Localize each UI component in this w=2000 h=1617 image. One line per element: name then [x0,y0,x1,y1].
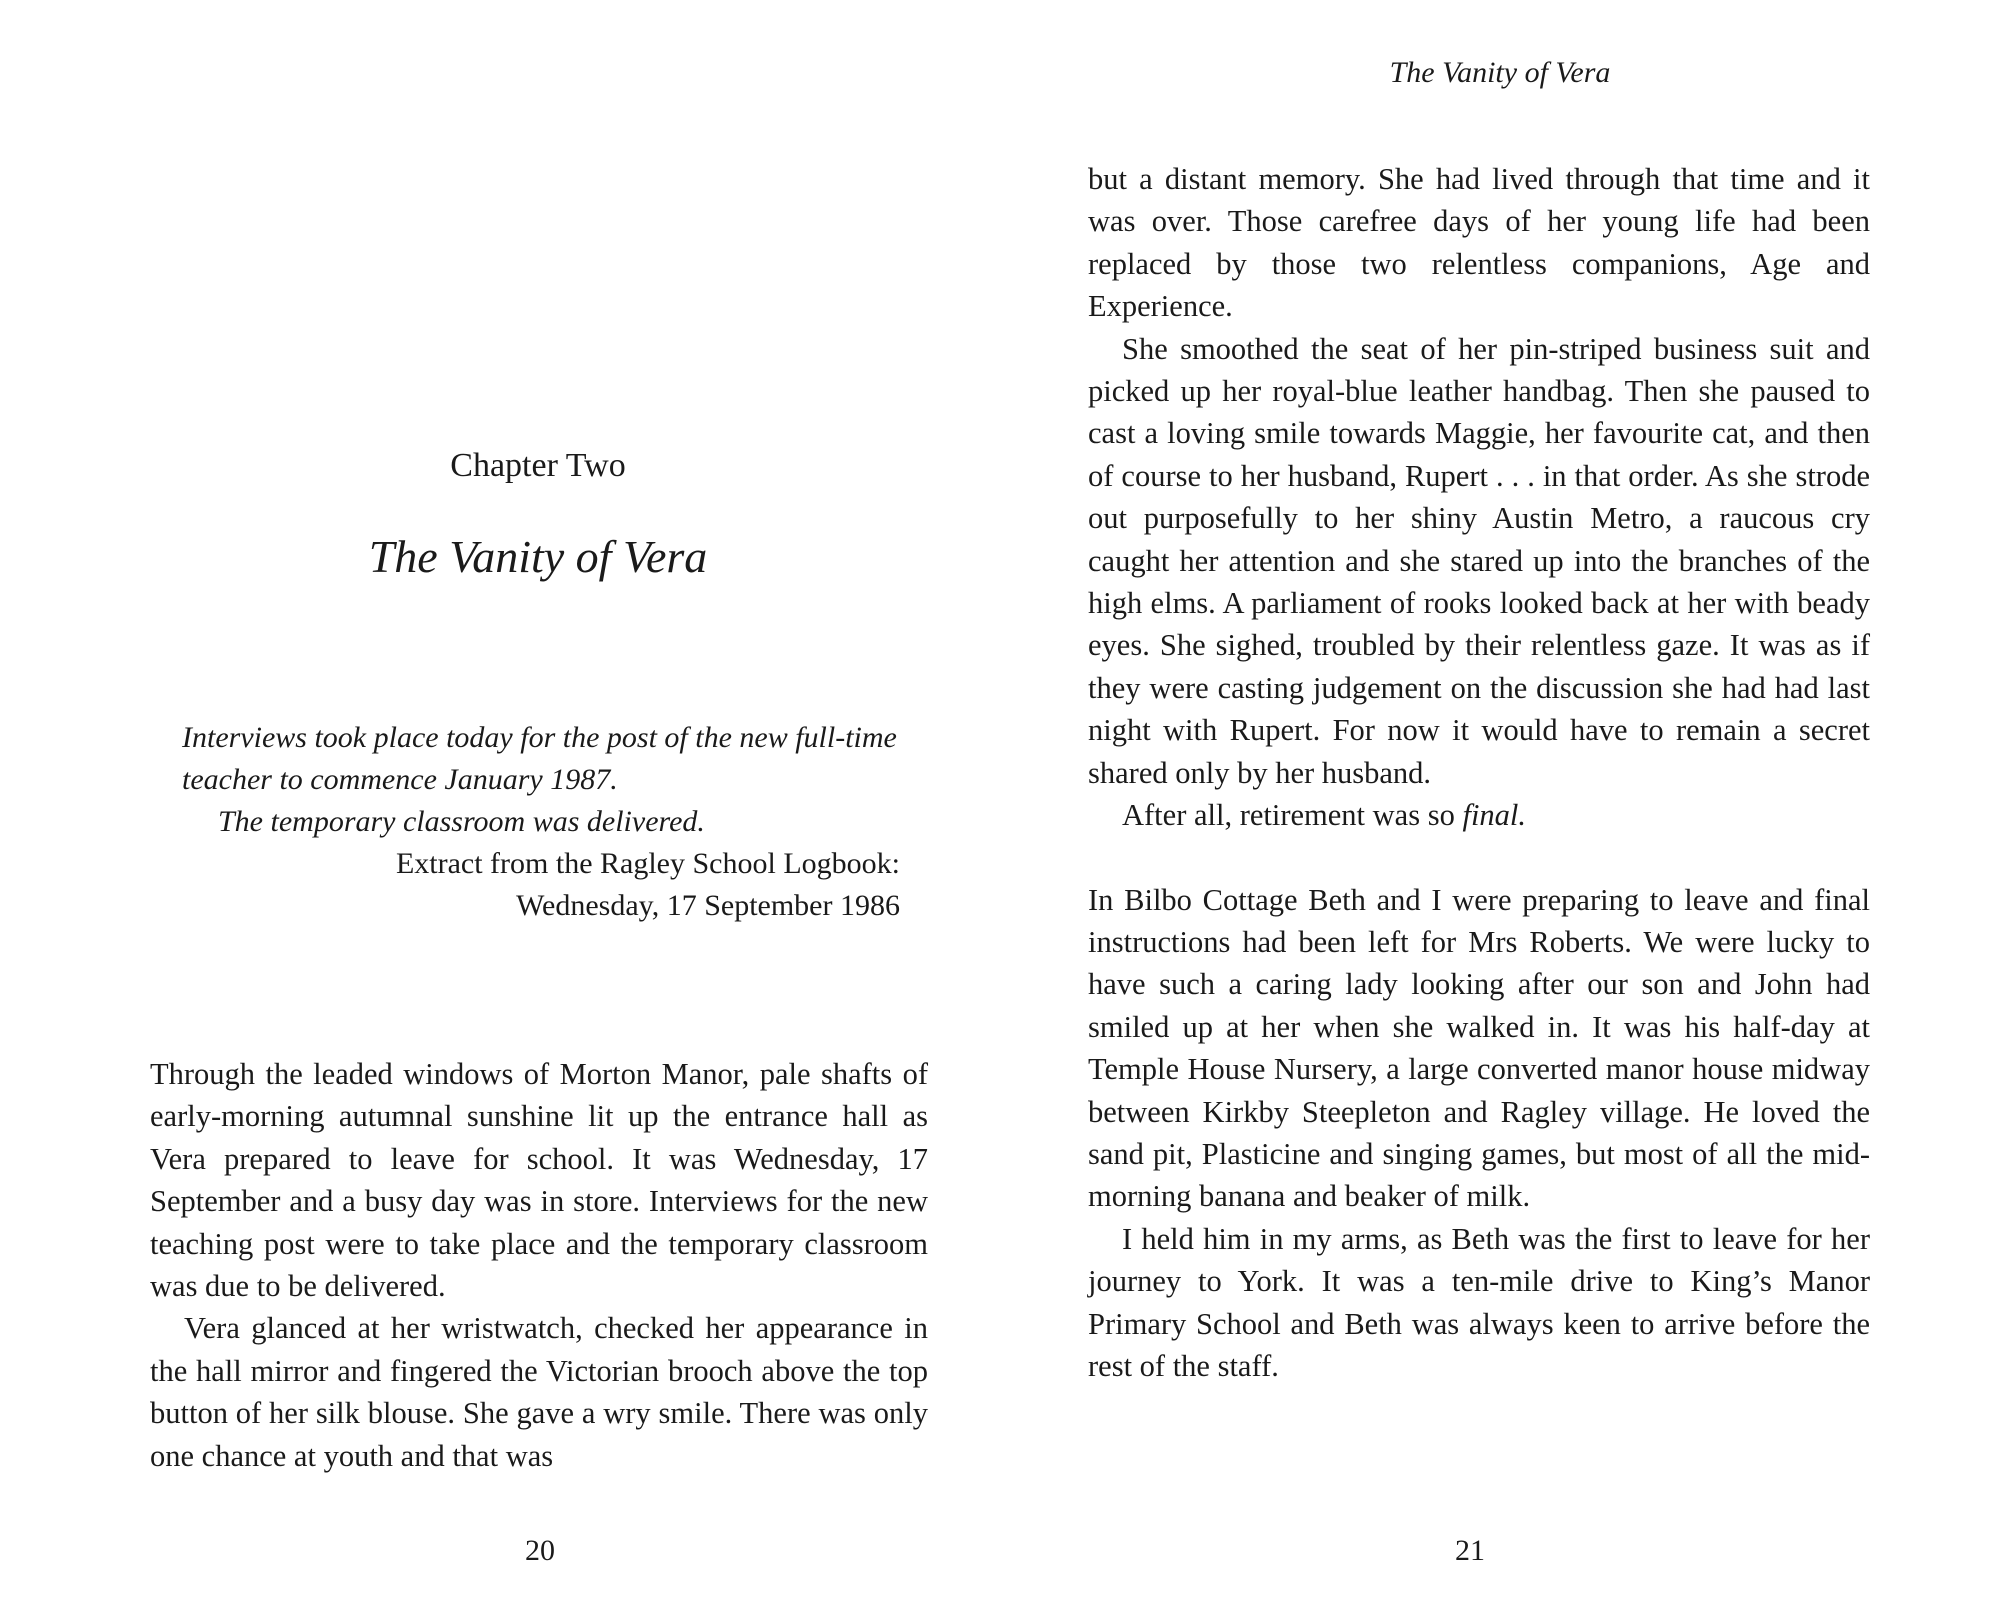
page-number: 21 [1455,1534,1485,1567]
paragraph: I held him in my arms, as Beth was the first to leave for her journey to York. It was a ten-mile drive to King’s Manor Primary School and Beth was always keen to arrive before the rest of the staff. [1088,1221,1870,1383]
right-body-text [1088,158,1870,1387]
paragraph: In Bilbo Cottage Beth and I were preparing to leave and final instructions had been left for Mrs Roberts. We were lucky to have such a caring lady looking after our son and John had smiled up at her when she walked in. It was his half-day at Temple House Nursery, a large converted manor house midway between Kirkby Steepleton and Ragley village. He loved the sand pit, Plasticine and singing games, but most of all the mid-morning banana and beaker of milk. [1088,882,1870,1214]
epigraph-source: Extract from the Ragley School Logbook: [395,847,900,880]
epigraph-entry-2: The temporary classroom was delivered. [218,805,705,838]
paragraph: Through the leaded windows of Morton Manor, pale shafts of early-morning autumnal sunshine lit up the entrance hall as Vera prepared to leave for school. It was Wednesday, 17 September and a busy day was in store. Interviews for the new teaching post were to take place and the temporary classroom was due to be delivered. [150,1057,928,1304]
epigraph-entry-1: Interviews took place today for the post of the new full-time teacher to commence January 1987. [182,721,897,796]
chapter-label: Chapter Two [450,447,626,484]
epigraph-date: Wednesday, 17 September 1986 [516,889,900,922]
chapter-title: The Vanity of Vera [368,531,708,582]
page-number: 20 [525,1534,555,1567]
running-head: The Vanity of Vera [1389,56,1611,89]
paragraph [1088,794,1870,836]
emphasis-text: final. [1462,798,1527,833]
left-body-text [150,1053,928,1477]
paragraph: Vera glanced at her wristwatch, checked her appearance in the hall mirror and fingered the Victorian brooch above the top button of her silk blouse. She gave a wry smile. There was only one chance at youth and that was [150,1311,928,1473]
paragraph-text: After all, retirement was so [1122,798,1463,833]
paragraph: but a distant memory. She had lived through that time and it was over. Those carefree days of her young life had been replaced by those two relentless companions, Age and Experience. [1088,162,1870,324]
logbook-epigraph [182,717,900,927]
paragraph: She smoothed the seat of her pin-striped business suit and picked up her royal-blue leather handbag. Then she paused to cast a loving smile towards Maggie, her favourite cat, and then of course to her husband, Rupert . . . in that order. As she strode out purposefully to her shiny Austin Metro, a raucous cry caught her attention and she stared up into the branches of the high elms. A parliament of rooks looked back at her with beady eyes. She sighed, troubled by their relentless gaze. It was as if they were casting judgement on the discussion she had had last night with Rupert. For now it would have to remain a secret shared only by her husband. [1088,331,1870,790]
